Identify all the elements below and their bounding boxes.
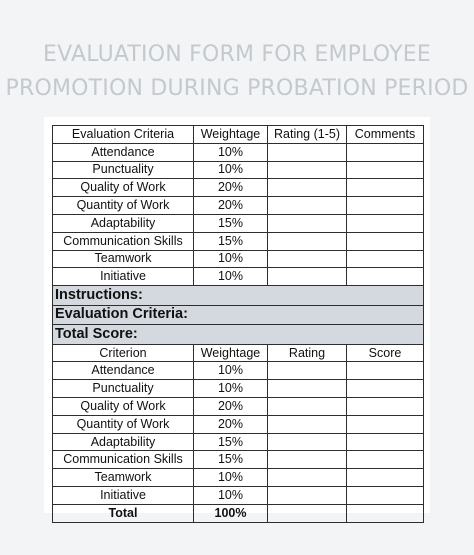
comments-cell[interactable] [347, 214, 424, 232]
table-row [53, 232, 424, 250]
table2-header-criterion: Criterion [53, 344, 194, 362]
rating-cell[interactable] [268, 197, 347, 215]
comments-cell[interactable] [347, 250, 424, 268]
rating-cell[interactable] [268, 487, 347, 505]
weightage-cell: 10% [194, 268, 268, 286]
rating-cell[interactable] [268, 362, 347, 380]
rating-cell[interactable] [268, 380, 347, 398]
evaluation-criteria-heading: Evaluation Criteria: [53, 305, 424, 325]
score-cell[interactable] [347, 380, 424, 398]
criterion-cell: Punctuality [53, 161, 194, 179]
total-weightage: 100% [194, 504, 268, 522]
weightage-cell: 10% [194, 362, 268, 380]
weightage-cell: 15% [194, 433, 268, 451]
score-cell[interactable] [347, 469, 424, 487]
table-row [53, 469, 424, 487]
table1-header-criteria: Evaluation Criteria [53, 126, 194, 144]
total-score-heading: Total Score: [53, 325, 424, 345]
comments-cell[interactable] [347, 232, 424, 250]
rating-cell[interactable] [268, 433, 347, 451]
rating-cell[interactable] [268, 268, 347, 286]
criterion-cell: Attendance [53, 143, 194, 161]
weightage-cell: 20% [194, 179, 268, 197]
rating-cell[interactable] [268, 161, 347, 179]
weightage-cell: 20% [194, 197, 268, 215]
criterion-cell: Quantity of Work [53, 415, 194, 433]
rating-cell[interactable] [268, 451, 347, 469]
table1-header-rating: Rating (1-5) [268, 126, 347, 144]
total-rating-cell[interactable] [268, 504, 347, 522]
weightage-cell: 20% [194, 398, 268, 416]
weightage-cell: 10% [194, 250, 268, 268]
criterion-cell: Communication Skills [53, 451, 194, 469]
table-row [53, 451, 424, 469]
instructions-heading: Instructions: [53, 286, 424, 306]
table1-header-row [53, 126, 424, 144]
score-cell[interactable] [347, 362, 424, 380]
comments-cell[interactable] [347, 268, 424, 286]
criterion-cell: Teamwork [53, 469, 194, 487]
instructions-section-row [53, 286, 424, 306]
table-row [53, 161, 424, 179]
comments-cell[interactable] [347, 197, 424, 215]
form-title-line-2: PROMOTION DURING PROBATION PERIOD [5, 76, 469, 101]
weightage-cell: 10% [194, 469, 268, 487]
criterion-cell: Communication Skills [53, 232, 194, 250]
score-cell[interactable] [347, 398, 424, 416]
rating-cell[interactable] [268, 250, 347, 268]
comments-cell[interactable] [347, 161, 424, 179]
weightage-cell: 10% [194, 161, 268, 179]
rating-cell[interactable] [268, 469, 347, 487]
table-row [53, 197, 424, 215]
score-cell[interactable] [347, 487, 424, 505]
score-cell[interactable] [347, 415, 424, 433]
table-row [53, 143, 424, 161]
table-row [53, 250, 424, 268]
weightage-cell: 10% [194, 487, 268, 505]
total-score-cell[interactable] [347, 504, 424, 522]
criterion-cell: Adaptability [53, 214, 194, 232]
weightage-cell: 15% [194, 451, 268, 469]
weightage-cell: 15% [194, 232, 268, 250]
weightage-cell: 20% [194, 415, 268, 433]
criterion-cell: Punctuality [53, 380, 194, 398]
rating-cell[interactable] [268, 214, 347, 232]
criterion-cell: Attendance [53, 362, 194, 380]
score-cell[interactable] [347, 433, 424, 451]
comments-cell[interactable] [347, 179, 424, 197]
comments-cell[interactable] [347, 143, 424, 161]
total-score-section-row [53, 325, 424, 345]
rating-cell[interactable] [268, 232, 347, 250]
evaluation-table [52, 125, 424, 523]
total-row [53, 504, 424, 522]
table-row [53, 398, 424, 416]
table-row [53, 433, 424, 451]
table-row [53, 214, 424, 232]
criterion-cell: Teamwork [53, 250, 194, 268]
table1-header-weightage: Weightage [194, 126, 268, 144]
rating-cell[interactable] [268, 143, 347, 161]
criterion-cell: Quantity of Work [53, 197, 194, 215]
form-title [0, 38, 474, 106]
table-row [53, 380, 424, 398]
table2-header-score: Score [347, 344, 424, 362]
table2-header-rating: Rating [268, 344, 347, 362]
criterion-cell: Quality of Work [53, 398, 194, 416]
table-row [53, 487, 424, 505]
criterion-cell: Initiative [53, 268, 194, 286]
score-cell[interactable] [347, 451, 424, 469]
criterion-cell: Initiative [53, 487, 194, 505]
weightage-cell: 10% [194, 380, 268, 398]
table-row [53, 362, 424, 380]
table1-header-comments: Comments [347, 126, 424, 144]
table-row [53, 415, 424, 433]
rating-cell[interactable] [268, 415, 347, 433]
table2-header-row [53, 344, 424, 362]
table2-header-weightage: Weightage [194, 344, 268, 362]
rating-cell[interactable] [268, 179, 347, 197]
evaluation-criteria-section-row [53, 305, 424, 325]
criterion-cell: Quality of Work [53, 179, 194, 197]
rating-cell[interactable] [268, 398, 347, 416]
table-row [53, 268, 424, 286]
criterion-cell: Adaptability [53, 433, 194, 451]
weightage-cell: 10% [194, 143, 268, 161]
total-label: Total [53, 504, 194, 522]
form-title-line-1: EVALUATION FORM FOR EMPLOYEE [43, 42, 431, 67]
weightage-cell: 15% [194, 214, 268, 232]
table-row [53, 179, 424, 197]
